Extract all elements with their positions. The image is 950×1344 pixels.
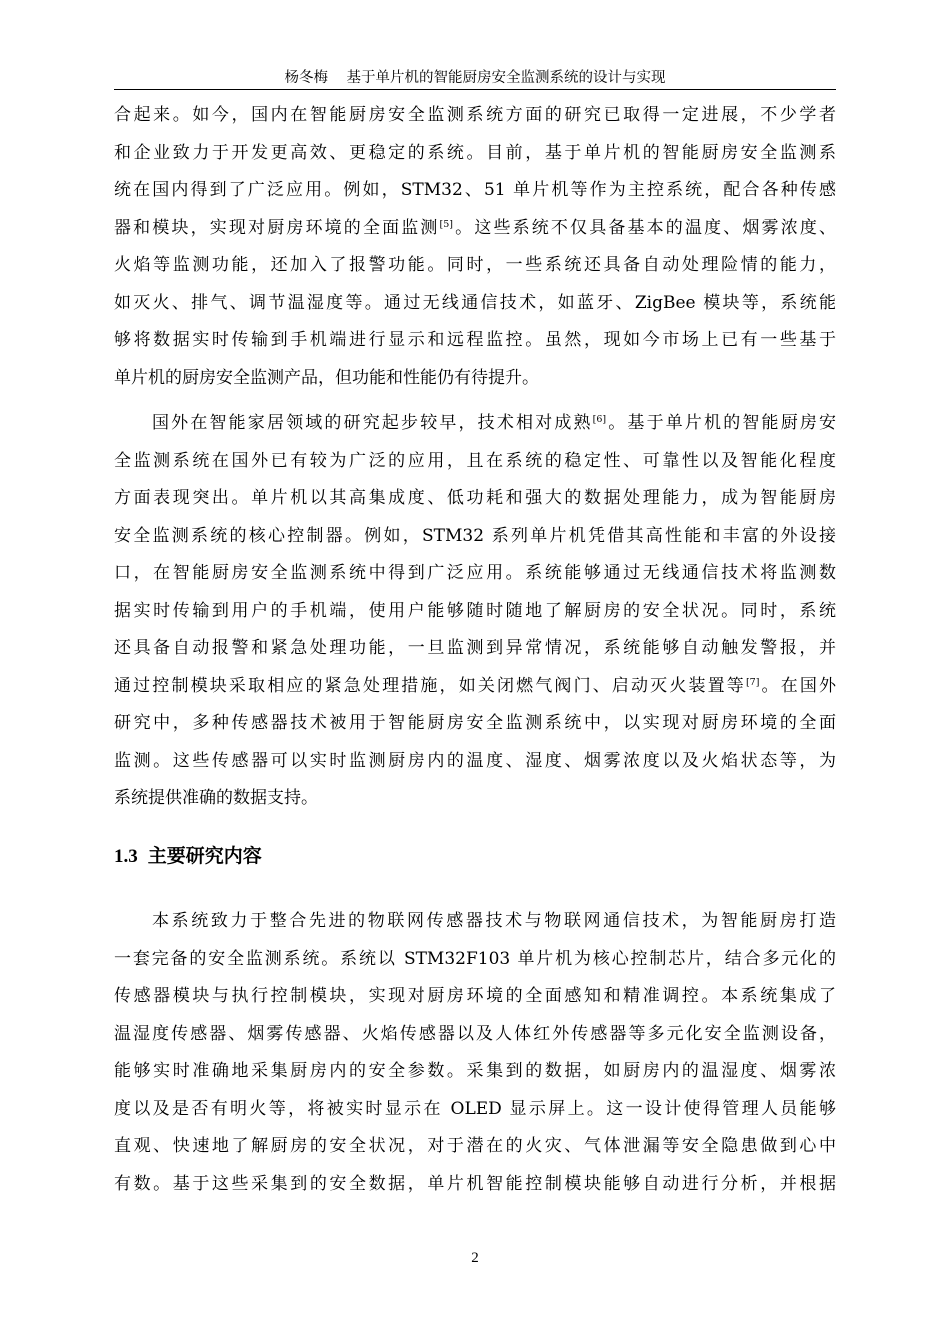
paragraph-foreign-research [114,405,836,818]
text-line: 一套完备的安全监测系统。系统以 STM32F103 单片机为核心控制芯片，结合多元化的 [114,948,836,969]
text-segment: 器和模块，实现对厨房环境的全面监测 [114,217,440,238]
text-line: 合起来。如今，国内在智能厨房安全监测系统方面的研究已取得一定进展，不少学者 [114,105,836,125]
citation-ref: [7] [745,676,760,688]
text-line: 直观、快速地了解厨房的安全状况，对于潜在的火灾、气体泄漏等安全隐患做到心中 [114,1136,836,1156]
text-segment: 。基于单片机的智能厨房安 [606,413,837,433]
paragraph-domestic-research [114,97,836,397]
text-line [114,210,836,248]
text-line [114,668,836,706]
text-line: 研究中，多种传感器技术被用于智能厨房安全监测系统中，以实现对厨房环境的全面 [114,713,836,733]
text-line: 统在国内得到了广泛应用。例如，STM32、51 单片机等作为主控系统，配合各种传感 [114,180,836,200]
text-line [114,405,836,443]
text-segment: 。这些系统不仅具备基本的温度、烟雾浓度、 [453,217,837,238]
text-line: 安全监测系统的核心控制器。例如，STM32 系列单片机凭借其高性能和丰富的外设接 [114,525,836,546]
text-line: 有数。基于这些采集到的安全数据，单片机智能控制模块能够自动进行分析，并根据 [114,1173,836,1194]
text-line: 还具备自动报警和紧急处理功能，一旦监测到异常情况，系统能够自动触发警报，并 [114,638,836,658]
text-line: 单片机的厨房安全监测产品，但功能和性能仍有待提升。 [114,367,539,388]
text-line: 监测。这些传感器可以实时监测厨房内的温度、湿度、烟雾浓度以及火焰状态等，为 [114,750,836,771]
text-line: 方面表现突出。单片机以其高集成度、低功耗和强大的数据处理能力，成为智能厨房 [114,488,836,508]
page-number: 2 [471,1250,479,1266]
text-line: 据实时传输到用户的手机端，使用户能够随时随地了解厨房的安全状况。同时，系统 [114,600,836,621]
text-line: 能够实时准确地采集厨房内的安全参数。采集到的数据，如厨房内的温湿度、烟雾浓 [114,1061,836,1081]
text-line: 本系统致力于整合先进的物联网传感器技术与物联网通信技术，为智能厨房打造 [152,911,836,931]
running-header: 杨冬梅 基于单片机的智能厨房安全监测系统的设计与实现 [284,70,666,86]
text-line: 系统提供准确的数据支持。 [114,788,318,808]
citation-ref: [5] [439,218,454,230]
text-segment: 国外在智能家居领域的研究起步较早，技术相对成熟 [152,413,593,433]
section-number: 1.3 [114,846,138,867]
text-line: 口，在智能厨房安全监测系统中得到广泛应用。系统能够通过无线通信技术将监测数 [114,563,836,583]
text-segment: 通过控制模块采取相应的紧急处理措施，如关闭燃气阀门、启动灭火装置等 [114,675,746,696]
text-line: 火焰等监测功能，还加入了报警功能。同时，一些系统还具备自动处理险情的能力， [114,255,836,275]
text-line: 和企业致力于开发更高效、更稳定的系统。目前，基于单片机的智能厨房安全监测系 [114,142,836,163]
text-line: 够将数据实时传输到手机端进行显示和远程监控。虽然，现如今市场上已有一些基于 [114,330,836,350]
text-line: 度以及是否有明火等，将被实时显示在 OLED 显示屏上。这一设计使得管理人员能够 [114,1098,836,1119]
text-line: 温湿度传感器、烟雾传感器、火焰传感器以及人体红外传感器等多元化安全监测设备， [114,1023,836,1044]
section-heading [114,841,262,872]
text-line: 如灭火、排气、调节温湿度等。通过无线通信技术，如蓝牙、ZigBee 模块等，系统能 [114,292,836,313]
text-line: 传感器模块与执行控制模块，实现对厨房环境的全面感知和精准调控。本系统集成了 [114,986,836,1006]
section-title: 主要研究内容 [147,845,262,867]
text-segment: 。在国外 [759,675,837,696]
text-line: 全监测系统在国外已有较为广泛的应用，且在系统的稳定性、可靠性以及智能化程度 [114,450,836,471]
header-rule [114,89,836,90]
paragraph-main-content [114,903,836,1203]
citation-ref: [6] [592,414,607,425]
